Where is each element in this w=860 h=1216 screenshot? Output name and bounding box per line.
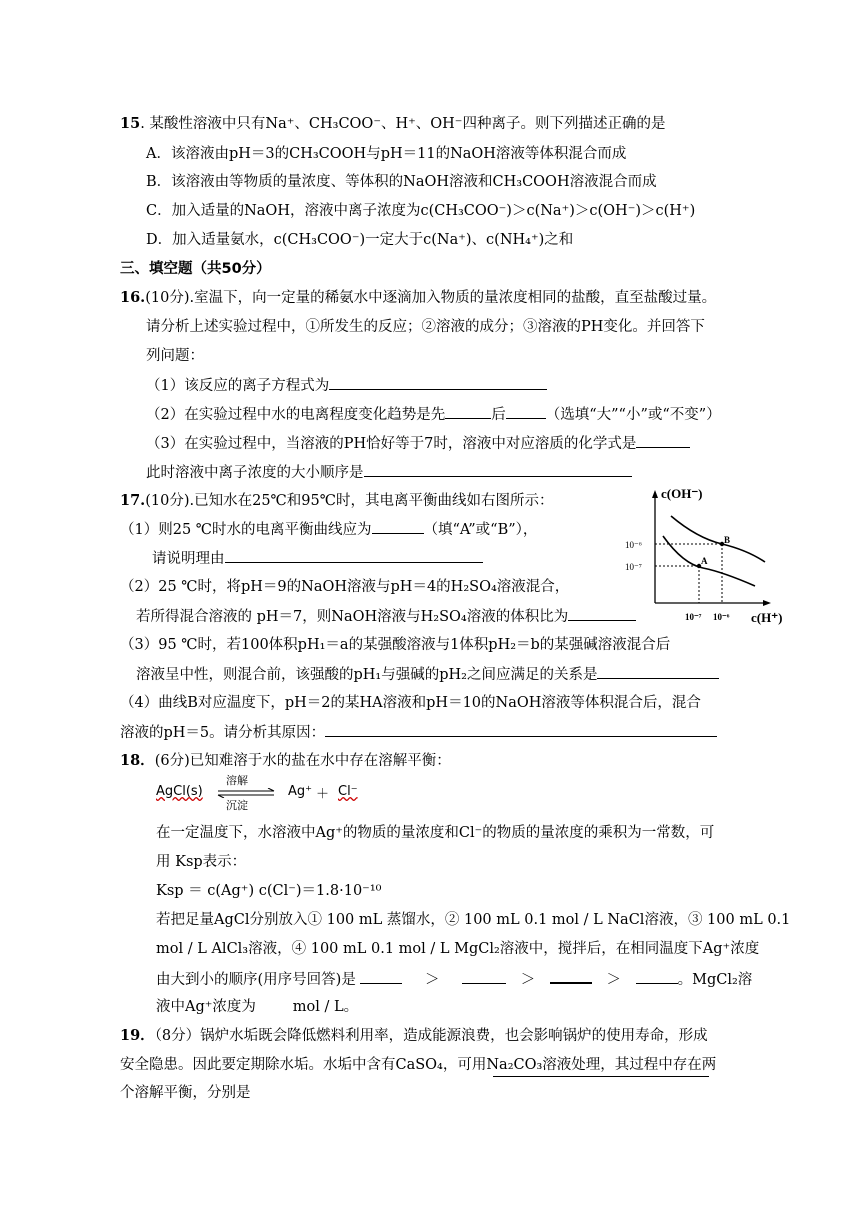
q18-gt2: ＞ <box>520 972 536 988</box>
q17-number: 17. <box>120 492 146 509</box>
q17-part2: （2）25 ℃时，将pH＝9的NaOH溶液与pH＝4的H₂SO₄溶液混合， <box>120 579 570 595</box>
q18-line6: mol / L AlCl₃溶液，④ 100 mL 0.1 mol / L MgCl₂溶液中，搅拌后，在相同温度下Ag⁺浓度 <box>156 941 760 957</box>
q15-stem-text: 某酸性溶液中只有Na⁺、CH₃COO⁻、H⁺、OH⁻四种离子。则下列描述正确的是 <box>149 116 666 132</box>
x-axis-label: c(H⁺) <box>751 610 783 625</box>
q15-option-c: C．加入适量的NaOH，溶液中离子浓度为c(CH₃COO⁻)＞c(Na⁺)＞c(OH⁻)＞c(H⁺) <box>146 203 696 219</box>
q19-line1-text: （8分）锅炉水垢既会降低燃料利用率，造成能源浪费，也会影响锅炉的使用寿命，形成 <box>154 1028 708 1044</box>
q17-part1-blank[interactable] <box>372 519 424 534</box>
q16-line1 <box>120 288 716 308</box>
q16-part2-blank1[interactable] <box>445 404 491 419</box>
q17-line1-text: (10分).已知水在25℃和95℃时，其电离平衡曲线如右图所示： <box>145 493 554 509</box>
q18-blank2[interactable] <box>462 969 506 984</box>
q16-line3: 列问题： <box>146 348 204 364</box>
q17-part3-blank[interactable] <box>597 664 719 679</box>
q17-part4: （4）曲线B对应温度下，pH＝2的某HA溶液和pH＝10的NaOH溶液等体积混合后，混合 <box>120 695 701 711</box>
q18-number: 18． <box>120 752 155 769</box>
ionization-graph <box>625 486 785 636</box>
q16-part2-text: （2）在实验过程中水的电离程度变化趋势是先 <box>146 407 446 423</box>
q16-part1-text: （1）该反应的离子方程式为 <box>146 378 330 394</box>
q16-part3-order-blank[interactable] <box>364 462 632 477</box>
q17-part1-text: （1）则25 ℃时水的电离平衡曲线应为 <box>120 522 372 538</box>
q16-part3-order-text: 此时溶液中离子浓度的大小顺序是 <box>146 465 364 481</box>
q19-number: 19． <box>120 1027 155 1044</box>
eq-top-label: 溶解 <box>226 774 248 787</box>
q17-part1-hint: （填“A”或“B”）， <box>423 522 538 538</box>
x-tick-1e-7: 10⁻⁷ <box>685 612 702 622</box>
q17-part2-ratio-text: 若所得混合溶液的 pH＝7，则NaOH溶液与H₂SO₄溶液的体积比为 <box>136 609 569 625</box>
q16-number: 16. <box>120 289 146 306</box>
q17-part2-ratio <box>136 606 636 627</box>
q17-part4-blank[interactable] <box>325 722 717 737</box>
q18-ksp: Ksp ＝ c(Ag⁺) c(Cl⁻)＝1.8·10⁻¹⁰ <box>156 883 382 899</box>
q18-line1 <box>120 751 451 771</box>
q17-part3: （3）95 ℃时，若100体积pH₁＝a的某强酸溶液与1体积pH₂＝b的某强碱溶液混合后 <box>120 637 671 653</box>
q16-part3 <box>146 433 690 454</box>
q18-blank1[interactable] <box>360 969 402 984</box>
eq-right-cl: Cl⁻ <box>338 784 358 799</box>
q16-part2-mid: 后 <box>491 407 506 423</box>
curve-b <box>671 516 765 562</box>
q19-line3: 个溶解平衡，分别是 <box>120 1085 251 1101</box>
q18-line1-text: (6分)已知难溶于水的盐在水中存在溶解平衡： <box>154 753 451 769</box>
q18-line2: 在一定温度下，水溶液中Ag⁺的物质的量浓度和Cl⁻的物质的量浓度的乘积为一常数，可 <box>156 825 715 841</box>
q16-part2-blank2[interactable] <box>506 404 546 419</box>
q17-part1-reason <box>152 548 483 569</box>
x-axis-arrow <box>763 600 771 606</box>
q17-part3-relation-text: 溶液呈中性，则混合前，该强酸的pH₁与强碱的pH₂之间应满足的关系是 <box>136 667 598 683</box>
y-axis-label: c(OH⁻) <box>661 486 703 501</box>
q15-stem: 15. 某酸性溶液中只有Na⁺、CH₃COO⁻、H⁺、OH⁻四种离子。则下列描述正确的是 <box>120 115 666 132</box>
dissolution-equation <box>156 772 366 812</box>
label-a: A <box>701 556 708 566</box>
y-tick-1e-7: 10⁻⁷ <box>625 562 642 572</box>
q15-option-a: A．该溶液由pH＝3的CH₃COOH与pH＝11的NaOH溶液等体积混合而成 <box>146 146 627 162</box>
q16-part3-text: （3）在实验过程中，当溶液的PH恰好等于7时，溶液中对应溶质的化学式是 <box>146 436 637 452</box>
eq-plus: ＋ <box>316 787 330 802</box>
section-heading: 三、填空题（共50分） <box>120 261 271 277</box>
q17-part1-reason-text: 请说明理由 <box>152 551 225 567</box>
q19-line1 <box>120 1026 708 1046</box>
q17-part4-reason <box>120 722 717 743</box>
q16-part2 <box>146 404 721 425</box>
q15-option-b: B．该溶液由等物质的量浓度、等体积的NaOH溶液和CH₃COOH溶液混合而成 <box>146 174 657 190</box>
q18-gt3: ＞ <box>606 972 621 988</box>
q17-line1 <box>120 491 553 511</box>
y-axis-arrow <box>652 490 658 498</box>
q15-number: 15 <box>120 115 141 132</box>
q15-option-d: D．加入适量氨水，c(CH₃COO⁻)一定大于c(Na⁺)、c(NH₄⁺)之和 <box>146 232 574 248</box>
q18-line8: 液中Ag⁺浓度为 mol / L。 <box>156 999 359 1015</box>
q16-part1-blank[interactable] <box>329 375 547 390</box>
q18-order-tail: 。MgCl₂溶 <box>677 972 753 988</box>
q18-order <box>156 968 752 990</box>
q18-line5: 若把足量AgCl分别放入① 100 mL 蒸馏水，② 100 mL 0.1 mol / L NaCl溶液，③ 100 mL 0.1 <box>156 912 791 928</box>
q18-gt1: ＞ <box>425 972 440 988</box>
q16-part2-hint: （选填“大”“小”或“不变”） <box>545 407 721 423</box>
q17-part1 <box>120 519 537 540</box>
q18-line3: 用 Ksp表示： <box>156 854 247 870</box>
q16-line1-text: (10分).室温下，向一定量的稀氨水中逐滴加入物质的量浓度相同的盐酸，直至盐酸过量。 <box>145 290 717 306</box>
q17-part4-reason-text: 溶液的pH＝5。请分析其原因： <box>120 725 326 741</box>
q16-part3-blank[interactable] <box>636 433 690 448</box>
q19-line2: 安全隐患。因此要定期除水垢。水垢中含有CaSO₄，可用Na₂CO₃溶液处理，其过程中存在两 <box>120 1057 717 1073</box>
eq-bottom-label: 沉淀 <box>226 799 248 812</box>
y-tick-1e-6: 10⁻⁶ <box>625 540 642 550</box>
q16-line2: 请分析上述实验过程中，①所发生的反应；②溶液的成分；③溶液的PH变化。并回答下 <box>146 319 705 335</box>
q17-part1-reason-blank[interactable] <box>225 548 483 563</box>
label-b: B <box>724 535 731 545</box>
q18-blank3[interactable] <box>550 968 592 984</box>
q18-order-text: 由大到小的顺序(用序号回答)是 <box>156 972 356 988</box>
q18-blank4[interactable] <box>636 969 678 984</box>
q16-part1 <box>146 375 547 396</box>
q16-part3-order <box>146 462 632 483</box>
eq-left: AgCl(s) <box>156 784 203 799</box>
q17-part3-relation <box>136 664 719 685</box>
x-tick-1e-6: 10⁻⁶ <box>713 612 730 622</box>
eq-right-ag: Ag⁺ <box>288 784 313 799</box>
q19-underline <box>493 1076 709 1077</box>
